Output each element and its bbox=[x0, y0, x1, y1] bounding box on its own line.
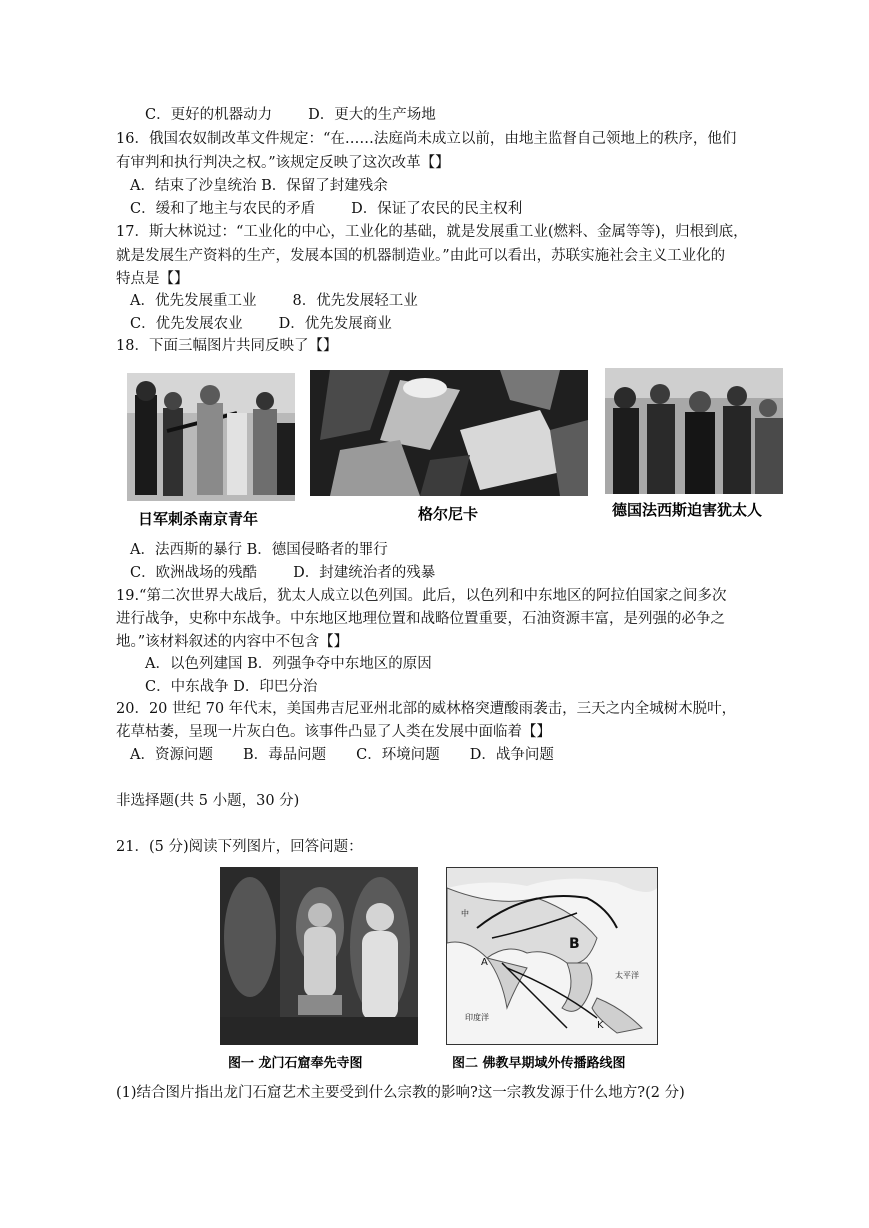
q19-stem-line2: 进行战争，史称中东战争。中东地区地理位置和战略位置重要，石油资源丰富，是列强的必争之 bbox=[116, 611, 725, 627]
q19-stem-line3: 地。”该材料叙述的内容中不包含【】 bbox=[116, 634, 349, 650]
q20-stem-line1: 20．20 世纪 70 年代末，美国弗吉尼亚州北部的威林格突遭酸雨袭击，三天之内全城树木脱叶， bbox=[116, 701, 737, 717]
q18-options-ab: A．法西斯的暴行 B．德国侵略者的罪行 bbox=[130, 542, 388, 558]
map-label-china: 中 bbox=[461, 909, 469, 918]
q15-option-d: D．更大的生产场地 bbox=[308, 107, 436, 123]
q18-option-c: C．欧洲战场的残酷 bbox=[130, 565, 258, 581]
q20-option-b: B．毒品问题 bbox=[242, 747, 327, 763]
q20-option-a: A．资源问题 bbox=[130, 747, 213, 763]
jewish-persecution-photo bbox=[605, 368, 783, 494]
q17-option-c: C．优先发展农业 bbox=[130, 316, 243, 332]
q18-caption-3: 德国法西斯迫害犹太人 bbox=[612, 501, 763, 519]
q17-stem-line1: 17．斯大林说过：“工业化的中心，工业化的基础，就是发展重工业(燃料、金属等等)，归根到底， bbox=[116, 224, 748, 240]
q16-option-d: D．保证了农民的民主权利 bbox=[351, 201, 523, 217]
q18-option-d: D．封建统治者的残暴 bbox=[293, 565, 436, 581]
q18-options-cd bbox=[130, 563, 435, 583]
map-label-k: K bbox=[597, 1020, 604, 1031]
q16-options-ab: A．结束了沙皇统治 B．保留了封建残余 bbox=[130, 178, 388, 194]
buddhism-spread-map bbox=[446, 867, 658, 1045]
nanjing-photo bbox=[127, 373, 295, 501]
q21-stem: 21．(5 分)阅读下列图片，回答问题： bbox=[116, 839, 363, 855]
q18-caption-2: 格尔尼卡 bbox=[418, 505, 479, 523]
q19-stem-line1: 19.“第二次世界大战后，犹太人成立以色列国。此后，以色列和中东地区的阿拉伯国家之间多次 bbox=[116, 588, 727, 604]
q16-stem-line1: 16．俄国农奴制改革文件规定：“在……法庭尚未成立以前，由地主监督自己领地上的秩序，他们 bbox=[116, 131, 737, 147]
q21-sub-question-1: (1)结合图片指出龙门石窟艺术主要受到什么宗教的影响?这一宗教发源于什么地方?(2 分) bbox=[116, 1085, 685, 1101]
guernica-painting bbox=[310, 370, 588, 496]
nanjing-photo-image bbox=[127, 373, 295, 501]
q21-caption-1: 图一 龙门石窟奉先寺图 bbox=[228, 1056, 363, 1071]
longmen-grottoes-image bbox=[220, 867, 418, 1045]
q17-options-ab bbox=[130, 291, 418, 311]
q15-options-cd bbox=[145, 105, 436, 125]
q20-option-c: C．环境问题 bbox=[356, 747, 440, 763]
q19-options-ab: A．以色列建国 B．列强争夺中东地区的原因 bbox=[145, 656, 432, 672]
q20-options bbox=[130, 745, 554, 765]
q17-option-a: A．优先发展重工业 bbox=[130, 293, 257, 309]
q16-option-c: C．缓和了地主与农民的矛盾 bbox=[130, 201, 316, 217]
q17-options-cd bbox=[130, 314, 392, 334]
jewish-persecution-image bbox=[605, 368, 783, 494]
q21-caption-2: 图二 佛教早期域外传播路线图 bbox=[452, 1056, 626, 1071]
q20-option-d: D．战争问题 bbox=[469, 747, 554, 763]
q16-options-cd bbox=[130, 199, 522, 219]
q17-stem-line2: 就是发展生产资料的生产，发展本国的机器制造业。”由此可以看出，苏联实施社会主义工业化的 bbox=[116, 248, 726, 264]
q17-option-d: D．优先发展商业 bbox=[278, 316, 392, 332]
q18-stem: 18．下面三幅图片共同反映了【】 bbox=[116, 338, 338, 354]
guernica-image bbox=[310, 370, 588, 496]
q17-option-b: 8．优先发展轻工业 bbox=[292, 293, 418, 309]
map-label-indian: 印度洋 bbox=[465, 1013, 489, 1022]
buddhism-spread-map-image bbox=[447, 868, 657, 1044]
q20-stem-line2: 花草枯萎，呈现一片灰白色。该事件凸显了人类在发展中面临着【】 bbox=[116, 724, 551, 740]
map-label-pacific: 太平洋 bbox=[615, 971, 639, 980]
section-heading: 非选择题(共 5 小题，30 分) bbox=[116, 793, 300, 809]
q18-caption-1: 日军刺杀南京青年 bbox=[138, 510, 259, 528]
q17-stem-line3: 特点是【】 bbox=[116, 271, 189, 287]
q16-stem-line2: 有审判和执行判决之权。”该规定反映了这次改革【】 bbox=[116, 155, 450, 171]
map-label-a: A bbox=[481, 957, 488, 968]
map-label-b: B bbox=[569, 936, 580, 952]
longmen-grottoes-photo bbox=[220, 867, 418, 1045]
q15-option-c: C．更好的机器动力 bbox=[145, 107, 273, 123]
q19-options-cd: C．中东战争 D．印巴分治 bbox=[145, 679, 318, 695]
